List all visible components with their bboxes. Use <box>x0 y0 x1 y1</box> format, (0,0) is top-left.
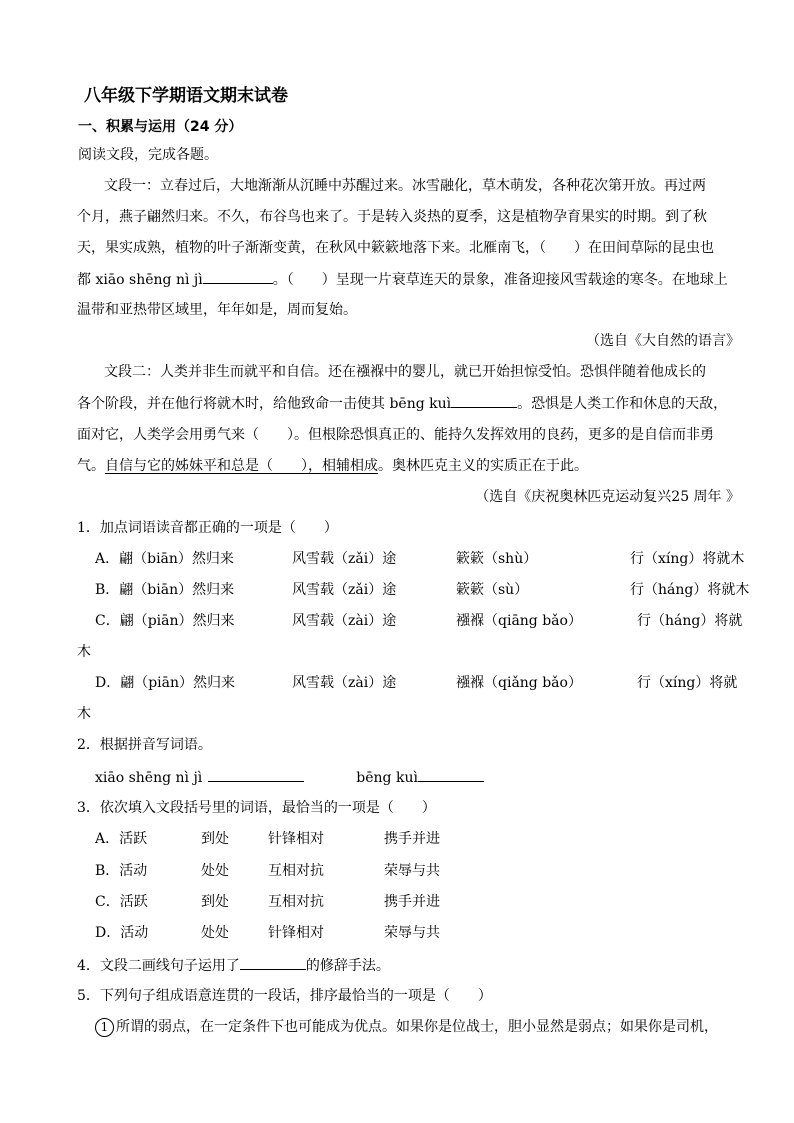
question-5-stem: 5．下列句子组成语意连贯的一段话，排序最恰当的一项是（ ） <box>77 988 492 1004</box>
instruction-text: 阅读文段，完成各题。 <box>78 147 218 163</box>
option-part: 荣辱与共 <box>384 925 440 941</box>
passage1-text: 。（ ）呈现一片衰草连天的景象，准备迎接风雪载途的寒冬。在地球上 <box>272 272 728 288</box>
option-part: A．翩（biān）然归来 <box>95 551 234 567</box>
passage1-source: （选自《大自然的语言》 <box>586 333 740 349</box>
option-part: B．翩（biān）然归来 <box>95 582 235 598</box>
option-part: C．活跃 <box>95 894 148 910</box>
passage1-line: 温带和亚热带区域里，年年如是，周而复始。 <box>77 302 357 318</box>
passage2-line: 面对它，人类学会用勇气来（ ）。但根除恐惧真正的、能持久发挥效用的良药，更多的是自信而非勇 <box>77 427 714 443</box>
option-part: 行（xíng）将就木 <box>630 551 745 567</box>
passage1-line: 天，果实成熟，植物的叶子渐渐变黄，在秋风中簌簌地落下来。北雁南飞，（ ）在田间草际的昆虫也 <box>77 240 714 256</box>
passage2-line <box>77 393 727 414</box>
page-title: 八年级下学期语文期末试卷 <box>84 86 288 106</box>
pinyin-prompt: 都 xiāo shēng nì jì <box>77 272 203 288</box>
option-part: B．活动 <box>95 863 148 879</box>
question-4-stem <box>77 955 390 976</box>
option-part: 到处 <box>201 831 229 847</box>
option-part: 风雪载（zài）途 <box>292 675 397 691</box>
option-part: A．活跃 <box>95 831 148 847</box>
question-1-stem: 1．加点词语读音都正确的一项是（ ） <box>77 520 338 536</box>
question-2-stem: 2．根据拼音写词语。 <box>77 737 212 753</box>
question-2-answers <box>95 767 484 788</box>
sentence-text: 所谓的弱点，在一定条件下也可能成为优点。如果你是位战士，胆小显然是弱点；如果你是司机， <box>116 1019 718 1035</box>
option-part: 襁褓（qiāng bǎo） <box>456 613 582 629</box>
question-5-sentence <box>95 1017 718 1037</box>
option-part: 互相对抗 <box>268 863 324 879</box>
section-heading: 一、积累与运用（24 分） <box>78 119 243 135</box>
passage2-line: 文段二：人类并非生而就平和自信。还在襁褓中的婴儿，就已开始担惊受怕。恐惧伴随着他成长的 <box>104 364 706 380</box>
option-part: 荣辱与共 <box>384 863 440 879</box>
option-part: 携手并进 <box>384 894 440 910</box>
option-part: 到处 <box>201 894 229 910</box>
question-4-text: 4．文段二画线句子运用了 <box>77 958 240 974</box>
pinyin-prompt: xiāo shēng nì jì <box>95 770 203 786</box>
passage2-source: （选自《庆祝奥林匹克运动复兴25 周年 》 <box>475 489 740 505</box>
option-part: 处处 <box>201 925 229 941</box>
option-part: D．活动 <box>95 925 149 941</box>
answer-blank[interactable] <box>203 269 273 284</box>
option-part: 风雪载（zǎi）途 <box>292 582 397 598</box>
answer-blank[interactable] <box>208 767 304 782</box>
option-part: 簌簌（shù） <box>456 551 538 567</box>
option-part: 风雪载（zǎi）途 <box>292 551 397 567</box>
answer-blank[interactable] <box>451 393 517 408</box>
option-part: 襁褓（qiǎng bǎo） <box>456 675 582 691</box>
option-part: 簌簌（sù） <box>456 582 529 598</box>
option-part: 互相对抗 <box>268 894 324 910</box>
option-part: 针锋相对 <box>268 925 324 941</box>
underlined-sentence: 自信与它的姊妹平和总是（ ），相辅相成 <box>105 458 378 474</box>
option-part: 携手并进 <box>384 831 440 847</box>
option-part: 行（háng）将就 <box>637 613 743 629</box>
option-part: 行（háng）将就木 <box>630 582 750 598</box>
option-part: 针锋相对 <box>268 831 324 847</box>
passage1-line: 个月，燕子翩然归来。不久，布谷鸟也来了。于是转入炎热的夏季，这是植物孕育果实的时期。到了秋 <box>77 209 707 225</box>
passage1-line: 文段一：立春过后，大地渐渐从沉睡中苏醒过来。冰雪融化，草木萌发，各种花次第开放。再过两 <box>104 178 706 194</box>
option-part: 木 <box>77 644 91 660</box>
pinyin-prompt: bēng kuì <box>356 770 418 786</box>
answer-blank[interactable] <box>240 955 306 970</box>
option-part: C．翩（piān）然归来 <box>95 613 235 629</box>
passage1-line <box>77 269 728 290</box>
question-3-stem: 3．依次填入文段括号里的词语，最恰当的一项是（ ） <box>77 800 436 816</box>
passage2-text: 。恐惧是人类工作和休息的天敌， <box>517 396 728 412</box>
option-part: 处处 <box>201 863 229 879</box>
option-part: 行（xíng）将就 <box>637 675 738 691</box>
option-part: 风雪载（zài）途 <box>292 613 397 629</box>
option-part: D．翩（piān）然归来 <box>95 675 236 691</box>
passage2-line <box>77 456 588 476</box>
passage2-text: 气。 <box>77 458 105 474</box>
passage2-text: 。奥林匹克主义的实质正在于此。 <box>378 458 588 474</box>
answer-blank[interactable] <box>418 767 484 782</box>
question-4-text: 的修辞手法。 <box>305 958 390 974</box>
passage2-text: 各个阶段，并在他行将就木时，给他致命一击使其 bēng kuì <box>77 396 452 412</box>
circled-number: 1 <box>95 1018 114 1037</box>
option-part: 木 <box>77 706 91 722</box>
